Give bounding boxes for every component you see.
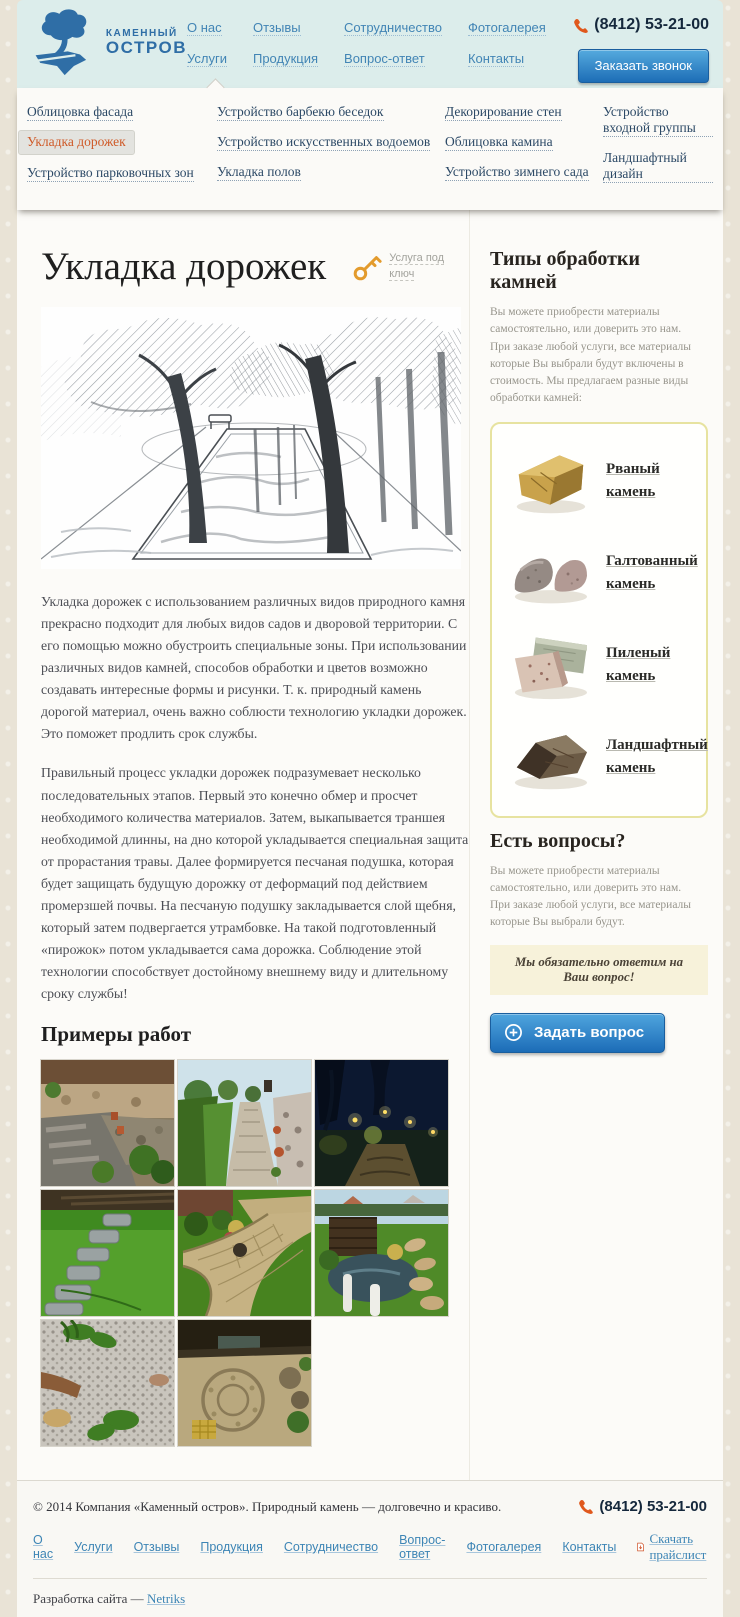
brand-name-line1: КАМЕННЫЙ xyxy=(105,27,178,39)
nav-about[interactable]: О нас xyxy=(187,20,222,35)
main-column xyxy=(17,210,469,1480)
nav-contacts[interactable]: Контакты xyxy=(467,51,525,66)
examples-heading: Примеры работ xyxy=(41,1022,192,1047)
stone-label-tumbled: Галтованный камень xyxy=(606,553,698,592)
stone-label-landscape: Ландшафтный камень xyxy=(606,737,708,776)
landscape-stone-image xyxy=(504,720,596,794)
download-pricelist-label[interactable]: Скачать прайслист xyxy=(649,1531,707,1563)
stone-item-landscape[interactable] xyxy=(504,720,708,794)
stone-item-tumbled[interactable] xyxy=(504,536,696,610)
submenu-floor-laying[interactable]: Укладка полов xyxy=(217,164,301,179)
footer-nav-faq[interactable]: Вопрос-ответ xyxy=(399,1533,446,1562)
process-paragraph: Правильный процесс укладки дорожек подразумевает несколько последовательных этапов. Первый это конечно обмер и просчет необходимого количества материалов. Затем, выкапывается траншея необходимой длинны, на дно которой укладывается специальная защита от прорастания травы. Далее формируется песчаная подушка, которая будет защищать будущую дорожку от деформаций под действием промерзшей почвы. На песчаную подушку закладывается слой щебня, который затем подвергается утрамбовке. На такой подготовленный «пирожок» потом укладывается сама дорожка. Соблюдение этой технологии способствует достойному внешнему виду и длительному сроку службы! xyxy=(41,765,469,1002)
stone-types-heading: Типы обработки камней xyxy=(490,248,640,293)
page-title: Укладка дорожек xyxy=(41,245,327,288)
logo-tree-island-icon xyxy=(31,8,100,78)
torn-stone-image xyxy=(504,444,596,518)
works-gallery xyxy=(41,1060,469,1446)
credits-prefix: Разработка сайта — xyxy=(33,1591,144,1607)
footer-nav-services[interactable]: Услуги xyxy=(74,1540,113,1555)
footer-phone-number: (8412) 53-21-00 xyxy=(599,1498,707,1516)
footer-nav-photogallery[interactable]: Фотогалерея xyxy=(466,1540,542,1555)
sawn-stone-image xyxy=(504,628,596,702)
copyright-text: © 2014 Компания «Каменный остров». Природный камень — долговечно и красиво. xyxy=(33,1498,502,1514)
stone-types-box xyxy=(490,422,708,818)
submenu-winter-garden[interactable]: Устройство зимнего сада xyxy=(445,164,589,179)
footer-phone xyxy=(578,1498,707,1515)
header-contact-block xyxy=(573,0,723,83)
submenu-artificial-ponds[interactable]: Устройство искусственных водоемов xyxy=(217,134,431,149)
promise-note: Мы обязательно ответим на Ваш вопрос! xyxy=(490,945,708,995)
site-header xyxy=(17,0,723,88)
stone-types-text: Вы можете приобрести материалы самостоятельно, или доверить это нам. При заказе любой услуги, все материалы которые Вы выбрали будут включены в стоимость. Мы предлагаем разные виды обработки камней: xyxy=(490,306,691,405)
phone-icon xyxy=(578,1499,593,1514)
submenu-wall-decoration[interactable]: Декорирование стен xyxy=(445,104,562,119)
brand-name xyxy=(106,29,187,57)
stone-label-sawn: Пиленый камень xyxy=(606,645,671,684)
document-download-icon xyxy=(637,1540,644,1554)
nav-reviews[interactable]: Отзывы xyxy=(252,20,301,35)
phone-icon xyxy=(573,18,588,33)
ask-question-label: Задать вопрос xyxy=(534,1023,645,1041)
order-call-button[interactable]: Заказать звонок xyxy=(578,49,709,83)
gallery-photo-night-garden[interactable] xyxy=(315,1060,448,1186)
header-phone-number: (8412) 53-21-00 xyxy=(594,16,709,33)
footer-nav-reviews[interactable]: Отзывы xyxy=(133,1540,180,1555)
footer-nav-about[interactable]: О нас xyxy=(33,1533,54,1562)
footer-nav-cooperation[interactable]: Сотрудничество xyxy=(283,1540,379,1555)
submenu-entrance-group[interactable]: Устройство входной группы xyxy=(603,104,713,137)
submenu-column-2 xyxy=(217,104,445,196)
nav-photogallery[interactable]: Фотогалерея xyxy=(467,20,546,35)
gallery-photo-flagstone-walkway[interactable] xyxy=(178,1060,311,1186)
gallery-photo-mosaic-patio[interactable] xyxy=(178,1320,311,1446)
title-row xyxy=(41,244,469,289)
content-area xyxy=(17,210,723,1480)
turnkey-label: Услуга под ключ xyxy=(389,251,445,280)
footer-nav xyxy=(17,1515,723,1563)
questions-heading: Есть вопросы? xyxy=(490,829,626,852)
submenu-landscape-design[interactable]: Ландшафтный дизайн xyxy=(603,150,713,183)
intro-paragraph: Укладка дорожек с использованием различных видов природного камня прекрасно подходит для любых видов садов и дворовой территории. С его помощью можно обустроить специальные зоны. При использовании различных видов камней, способов обработки и цветов возможно создавать интересные формы и рисунки. Т. к. природный камень дорогой материал, очень важно соблюсти технологию укладки дорожек. Это поможет продлить срок службы. xyxy=(41,594,467,742)
turnkey-service-link[interactable] xyxy=(352,251,463,283)
nav-cooperation[interactable]: Сотрудничество xyxy=(344,20,442,35)
submenu-column-3 xyxy=(445,104,603,196)
top-nav xyxy=(187,0,546,67)
nav-services[interactable]: Услуги xyxy=(187,51,227,66)
questions-text: Вы можете приобрести материалы самостоятельно, или доверить это нам. При заказе любой услуги, все материалы которые Вы выбрали будут. xyxy=(490,864,691,929)
submenu-column-4 xyxy=(603,104,713,196)
submenu-column-1 xyxy=(27,104,217,196)
submenu-fireplace-cladding[interactable]: Облицовка камина xyxy=(445,134,553,149)
logo[interactable] xyxy=(17,0,187,78)
footer-nav-products[interactable]: Продукция xyxy=(200,1540,263,1555)
site-footer xyxy=(17,1480,723,1617)
nav-faq[interactable]: Вопрос-ответ xyxy=(344,51,425,66)
stone-item-sawn[interactable] xyxy=(504,628,696,702)
gallery-photo-pebble-path[interactable] xyxy=(41,1320,174,1446)
credits-netriks-link[interactable]: Netriks xyxy=(146,1591,186,1607)
tumbled-stone-image xyxy=(504,536,596,610)
key-icon xyxy=(352,252,382,282)
services-submenu xyxy=(17,88,723,210)
footer-credits xyxy=(17,1579,723,1607)
stone-item-torn[interactable] xyxy=(504,444,696,518)
plus-circle-icon xyxy=(504,1023,523,1042)
footer-row-copyright xyxy=(17,1481,723,1515)
brand-name-line2: ОСТРОВ xyxy=(105,38,187,58)
garden-alley-sketch-image xyxy=(41,307,461,569)
download-pricelist[interactable] xyxy=(637,1531,711,1563)
sidebar xyxy=(469,210,723,1480)
header-phone xyxy=(573,16,709,34)
gallery-photo-stone-steps[interactable] xyxy=(41,1060,174,1186)
footer-nav-contacts[interactable]: Контакты xyxy=(562,1540,617,1555)
stone-label-torn: Рваный камень xyxy=(606,461,660,500)
submenu-bbq-gazebos[interactable]: Устройство барбекю беседок xyxy=(217,104,384,119)
submenu-path-laying-active[interactable]: Укладка дорожек xyxy=(18,130,135,155)
submenu-facade-cladding[interactable]: Облицовка фасада xyxy=(27,104,134,119)
site-container xyxy=(17,0,723,1617)
gallery-photo-garden-pond[interactable] xyxy=(315,1190,448,1316)
gallery-photo-stepping-stones[interactable] xyxy=(41,1190,174,1316)
ask-question-button[interactable] xyxy=(490,1013,665,1053)
nav-products[interactable]: Продукция xyxy=(252,51,319,66)
submenu-parking-zones[interactable]: Устройство парковочных зон xyxy=(27,165,194,180)
gallery-photo-paver-path[interactable] xyxy=(178,1190,311,1316)
